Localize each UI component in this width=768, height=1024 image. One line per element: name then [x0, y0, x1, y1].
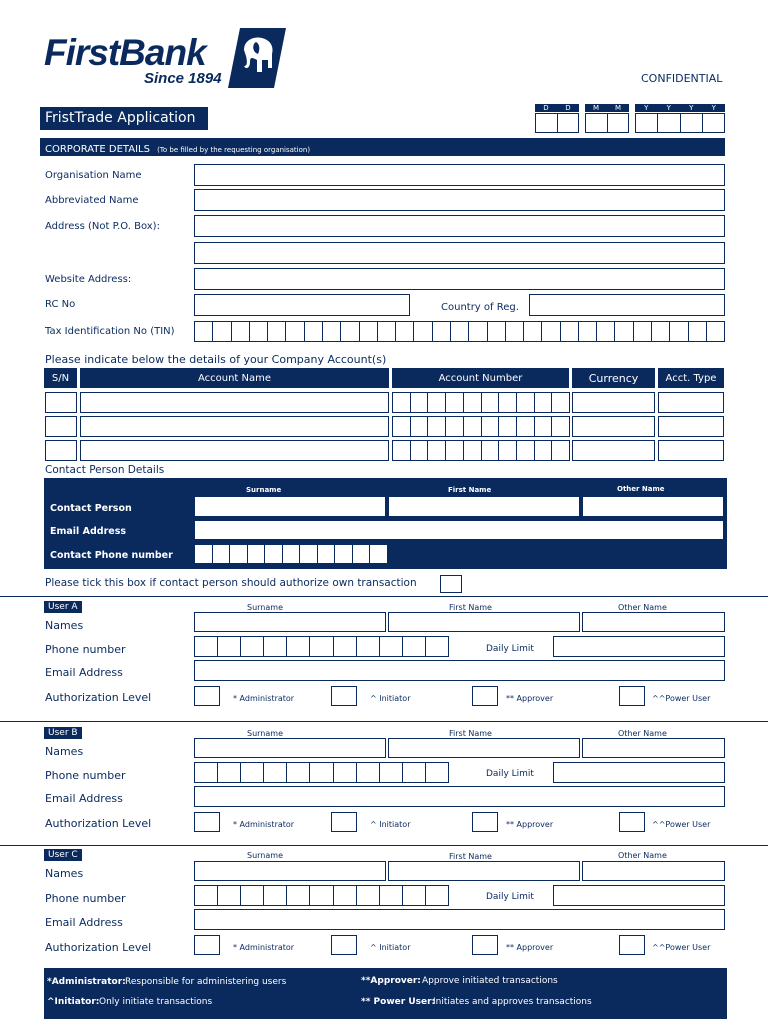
user-a-surname-input[interactable]: [194, 612, 386, 632]
account-name-input[interactable]: [80, 440, 389, 461]
address-label: Address (Not P.O. Box):: [45, 221, 160, 232]
acct-type-input[interactable]: [658, 392, 724, 413]
user-c-tag: User C: [44, 849, 82, 861]
country-input[interactable]: [529, 294, 725, 316]
date-label-y3: Y: [689, 104, 694, 112]
user-a-administrator-checkbox[interactable]: [194, 686, 220, 706]
col-currency-header: Currency: [572, 368, 655, 388]
website-input[interactable]: [194, 268, 725, 290]
user-a-email-input[interactable]: [194, 660, 725, 681]
brand-name: FirstBank: [44, 32, 206, 73]
user-b-surname-input[interactable]: [194, 738, 386, 758]
col-account-name-header: Account Name: [80, 368, 389, 388]
legend-approver-desc: Approve initiated transactions: [422, 976, 558, 986]
user-b-initiator-checkbox[interactable]: [331, 812, 357, 832]
contact-othername-input[interactable]: [582, 496, 724, 517]
legend-power-key: ** Power User:: [361, 997, 436, 1007]
user-a-phone-input[interactable]: [194, 636, 449, 657]
legend-approver-key: **Approver:: [361, 976, 421, 986]
org-name-input[interactable]: [194, 164, 725, 186]
user-c-power-user-checkbox[interactable]: [619, 935, 645, 955]
user-c-initiator-checkbox[interactable]: [331, 935, 357, 955]
user-a-surname-label: Surname: [247, 603, 283, 612]
user-a-email-label: Email Address: [45, 666, 123, 679]
currency-input[interactable]: [572, 440, 655, 461]
user-c-initiator-label: ^ Initiator: [370, 943, 411, 952]
user-b-daily-limit-input[interactable]: [553, 762, 725, 783]
user-b-power-user-checkbox[interactable]: [619, 812, 645, 832]
user-c-phone-input[interactable]: [194, 885, 449, 906]
user-a-initiator-label: ^ Initiator: [370, 694, 411, 703]
corporate-note: (To be filled by the requesting organisation): [157, 146, 311, 154]
user-b-surname-label: Surname: [247, 729, 283, 738]
user-b-tag: User B: [44, 727, 82, 739]
contact-phone-input[interactable]: [194, 544, 388, 564]
contact-phone-label: Contact Phone number: [50, 550, 173, 561]
user-c-othername-input[interactable]: [582, 861, 725, 881]
col-acct-type-header: Acct. Type: [658, 368, 724, 388]
user-a-auth-label: Authorization Level: [45, 691, 152, 704]
user-b-approver-label: ** Approver: [506, 820, 554, 829]
user-c-daily-limit-label: Daily Limit: [486, 892, 534, 902]
tin-label: Tax Identification No (TIN): [45, 326, 175, 337]
corporate-section-header: [40, 138, 725, 156]
authorize-own-checkbox[interactable]: [440, 575, 462, 593]
user-a-tag: User A: [44, 601, 82, 613]
user-a-daily-limit-input[interactable]: [553, 636, 725, 657]
user-a-administrator-label: * Administrator: [233, 694, 295, 703]
sn-input[interactable]: [45, 416, 77, 437]
accounts-intro: Please indicate below the details of your Company Account(s): [45, 353, 387, 366]
account-name-input[interactable]: [80, 416, 389, 437]
user-b-initiator-label: ^ Initiator: [370, 820, 411, 829]
brand-since: Since 1894: [144, 70, 222, 87]
user-c-approver-checkbox[interactable]: [472, 935, 498, 955]
user-a-firstname-input[interactable]: [388, 612, 580, 632]
user-c-administrator-label: * Administrator: [233, 943, 295, 952]
user-c-power-user-label: ^^Power User: [652, 943, 711, 952]
user-c-approver-label: ** Approver: [506, 943, 554, 952]
user-c-othername-label: Other Name: [618, 851, 667, 860]
divider: [0, 845, 768, 846]
logo: [44, 30, 289, 92]
org-name-label: Organisation Name: [45, 170, 142, 181]
user-a-approver-checkbox[interactable]: [472, 686, 498, 706]
currency-input[interactable]: [572, 416, 655, 437]
user-a-power-user-label: ^^Power User: [652, 694, 711, 703]
user-b-daily-limit-label: Daily Limit: [486, 769, 534, 779]
website-label: Website Address:: [45, 274, 132, 285]
contact-email-input[interactable]: [194, 520, 724, 540]
user-a-power-user-checkbox[interactable]: [619, 686, 645, 706]
user-c-phone-label: Phone number: [45, 892, 126, 905]
account-name-input[interactable]: [80, 392, 389, 413]
contact-othername-label: Other Name: [617, 485, 665, 493]
rc-no-label: RC No: [45, 299, 76, 310]
divider: [0, 596, 768, 597]
date-label-d2: D: [565, 104, 571, 112]
contact-email-label: Email Address: [50, 526, 127, 537]
user-c-firstname-label: First Name: [449, 852, 492, 861]
user-c-names-label: Names: [45, 867, 84, 880]
user-c-email-label: Email Address: [45, 916, 123, 929]
account-number-input[interactable]: [392, 416, 570, 437]
form-title: FristTrade Application: [40, 107, 208, 130]
confidential-label: CONFIDENTIAL: [641, 72, 723, 85]
user-b-email-input[interactable]: [194, 786, 725, 807]
user-b-approver-checkbox[interactable]: [472, 812, 498, 832]
col-sn-header: S/N: [44, 368, 77, 388]
tin-input[interactable]: [194, 321, 725, 342]
user-b-phone-label: Phone number: [45, 769, 126, 782]
user-c-firstname-input[interactable]: [388, 861, 580, 881]
date-label-m2: M: [614, 104, 622, 112]
user-c-daily-limit-input[interactable]: [553, 885, 725, 906]
sn-input[interactable]: [45, 440, 77, 461]
contact-firstname-label: First Name: [448, 486, 492, 494]
col-account-number-header: Account Number: [392, 368, 569, 388]
legend-initiator-desc: Only initiate transactions: [99, 997, 213, 1007]
user-b-othername-label: Other Name: [618, 729, 667, 738]
user-b-administrator-checkbox[interactable]: [194, 812, 220, 832]
date-label-y2: Y: [666, 104, 671, 112]
user-c-auth-label: Authorization Level: [45, 941, 152, 954]
address-input-2[interactable]: [194, 242, 725, 264]
user-c-surname-label: Surname: [247, 851, 283, 860]
account-number-input[interactable]: [392, 392, 570, 413]
legend-admin-desc: Responsible for administering users: [125, 977, 287, 987]
acct-type-input[interactable]: [658, 416, 724, 437]
tick-instruction: Please tick this box if contact person should authorize own transaction: [45, 577, 417, 589]
user-a-othername-label: Other Name: [618, 603, 667, 612]
divider: [0, 721, 768, 722]
date-field[interactable]: [535, 104, 725, 133]
user-b-othername-input[interactable]: [582, 738, 725, 758]
user-a-othername-input[interactable]: [582, 612, 725, 632]
account-number-input[interactable]: [392, 440, 570, 461]
legend-panel: [44, 968, 727, 1019]
contact-title: Contact Person Details: [45, 464, 165, 476]
currency-input[interactable]: [572, 392, 655, 413]
elephant-icon: [226, 28, 286, 88]
user-a-initiator-checkbox[interactable]: [331, 686, 357, 706]
user-a-approver-label: ** Approver: [506, 694, 554, 703]
user-a-phone-label: Phone number: [45, 643, 126, 656]
country-label: Country of Reg.: [441, 302, 519, 313]
legend-power-desc: Initiates and approves transactions: [433, 997, 592, 1007]
acct-type-input[interactable]: [658, 440, 724, 461]
contact-firstname-input[interactable]: [388, 496, 580, 517]
user-b-phone-input[interactable]: [194, 762, 449, 783]
abbrev-name-input[interactable]: [194, 189, 725, 211]
user-a-daily-limit-label: Daily Limit: [486, 644, 534, 654]
user-c-email-input[interactable]: [194, 909, 725, 930]
date-label-d1: D: [543, 104, 549, 112]
user-b-names-label: Names: [45, 745, 84, 758]
user-a-names-label: Names: [45, 619, 84, 632]
user-a-firstname-label: First Name: [449, 603, 492, 612]
legend-initiator-key: ^Initiator:: [47, 997, 100, 1007]
legend-admin-key: *Administrator:: [47, 977, 126, 987]
rc-no-input[interactable]: [194, 294, 410, 316]
user-b-power-user-label: ^^Power User: [652, 820, 711, 829]
user-c-surname-input[interactable]: [194, 861, 386, 881]
user-b-auth-label: Authorization Level: [45, 817, 152, 830]
date-label-y1: Y: [644, 104, 649, 112]
contact-person-label: Contact Person: [50, 503, 132, 514]
contact-surname-label: Surname: [246, 486, 282, 494]
date-label-m1: M: [592, 104, 600, 112]
abbrev-name-label: Abbreviated Name: [45, 195, 139, 206]
user-c-administrator-checkbox[interactable]: [194, 935, 220, 955]
corporate-title: CORPORATE DETAILS: [45, 144, 150, 155]
user-b-firstname-input[interactable]: [388, 738, 580, 758]
user-b-firstname-label: First Name: [449, 729, 492, 738]
user-b-email-label: Email Address: [45, 792, 123, 805]
date-label-y4: Y: [711, 104, 716, 112]
sn-input[interactable]: [45, 392, 77, 413]
contact-surname-input[interactable]: [194, 496, 386, 517]
address-input-1[interactable]: [194, 215, 725, 237]
user-b-administrator-label: * Administrator: [233, 820, 295, 829]
